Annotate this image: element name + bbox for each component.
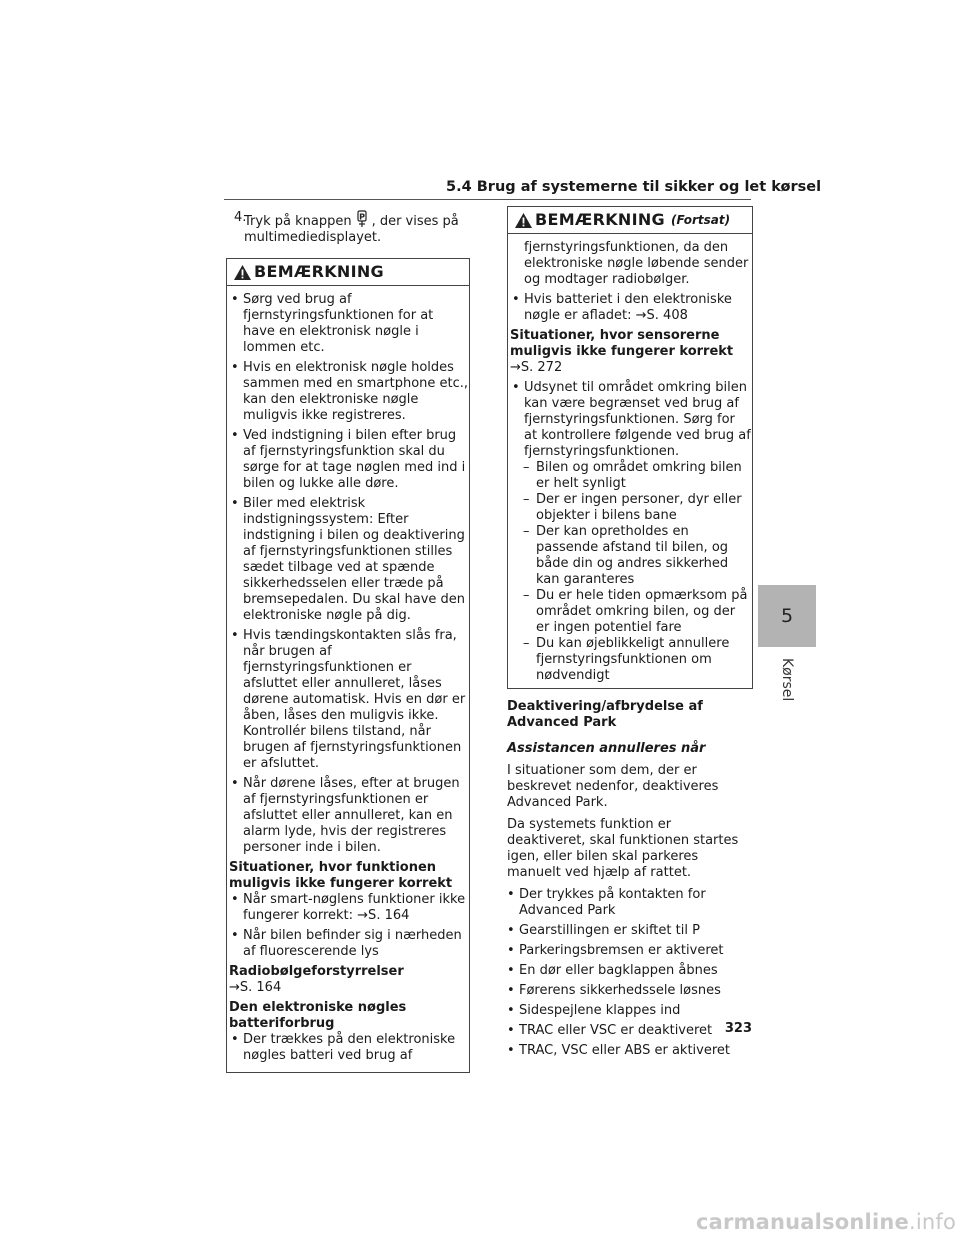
list-item: • Gearstillingen er skiftet til P: [507, 923, 753, 939]
section-header: 5.4 Brug af systemerne til sikker og let kørsel: [446, 179, 822, 195]
notice-continued-label: (Fortsat): [671, 213, 731, 227]
list-item: • Ved indstigning i bilen efter brug af fjernstyringsfunktion skal du sørge for at tage nøglen med ind i bilen og lukke alle døre.: [229, 428, 469, 492]
list-item: • TRAC eller VSC er deaktiveret: [507, 1023, 753, 1039]
subheading: Den elektroniske nøgles batteriforbrug: [229, 1000, 407, 1031]
left-column: [226, 206, 470, 1073]
notice-header: [508, 207, 752, 234]
list-item: • Udsynet til området omkring bilen kan være begrænset ved brug af fjernstyringsfunktionen. Sørg for at kontrollere følgende ved brug af fjernstyringsfunktionen.: [510, 380, 752, 460]
warning-icon: [514, 212, 533, 229]
step-4: [226, 210, 470, 246]
list-item: • Når smart-nøglens funktioner ikke fungerer korrekt: →S. 164: [229, 892, 469, 924]
header-rule: [224, 199, 751, 200]
chapter-label: Kørsel: [779, 658, 795, 702]
list-item: • TRAC, VSC eller ABS er aktiveret: [507, 1043, 753, 1059]
dash-item: – Der er ingen personer, dyr eller objekter i bilens bane: [523, 492, 742, 523]
warning-icon: [233, 264, 252, 281]
paragraph: I situationer som dem, der er beskrevet nedenfor, deaktiveres Advanced Park.: [507, 763, 719, 810]
dash-item: – Bilen og området omkring bilen er helt synligt: [523, 460, 742, 491]
list-item: • Der trækkes på den elektroniske nøgles batteri ved brug af: [229, 1032, 469, 1064]
right-column: [507, 206, 753, 1063]
list-item: • Når bilen befinder sig i nærheden af fluorescerende lys: [229, 928, 469, 960]
page-reference: →S. 272: [510, 360, 563, 375]
list-item: • En dør eller bagklappen åbnes: [507, 963, 753, 979]
notice-title: BEMÆRKNING: [535, 210, 665, 229]
list-item: • Sidespejlene klappes ind: [507, 1003, 753, 1019]
dash-item: – Du er hele tiden opmærksom på området omkring bilen, og der er ingen potentiel fare: [523, 588, 748, 635]
list-item: • Når dørene låses, efter at brugen af fjernstyringsfunktionen er afsluttet eller annulleret, kan en alarm lyde, hvis der registreres personer inde i bilen.: [229, 776, 469, 856]
notice-body: [508, 234, 752, 688]
step-text-post: , der vises på multimediedisplayet.: [244, 214, 459, 245]
subheading: Situationer, hvor funktionen muligvis ikke fungerer korrekt: [229, 860, 453, 891]
notice-box-continued: [507, 206, 753, 689]
watermark: carmanualsonline.info: [695, 1210, 956, 1234]
list-item: • Biler med elektrisk indstigningssystem: Efter indstigning i bilen og deaktivering af fjernstyringsfunktionen stilles sædet tilbage ved at spænde sikkerhedsselen eller træde på bremsepedalen. Du skal have den elektroniske nøgle på dig.: [229, 496, 469, 624]
notice-title: BEMÆRKNING: [254, 262, 384, 281]
subheading: Radiobølgeforstyrrelser: [229, 964, 404, 979]
step-number: 4.: [234, 210, 247, 225]
notice-body: [227, 286, 469, 1072]
dash-item: – Du kan øjeblikkeligt annullere fjernstyringsfunktionen om nødvendigt: [523, 636, 730, 683]
chapter-number: 5: [780, 605, 794, 627]
section-subtitle: Assistancen annulleres når: [507, 741, 706, 756]
continued-text: fjernstyringsfunktionen, da den elektroniske nøgle løbende sender og modtager radiobølger.: [524, 240, 749, 287]
svg-text:P: P: [358, 212, 365, 222]
list-item: • Hvis tændingskontakten slås fra, når brugen af fjernstyringsfunktionen er afsluttet eller annulleret, låses dørene automatisk. Hvis en dør er åben, låses den muligvis ikke. Kontrollér bilens tilstand, når brugen af fjernstyringsfunktionen er afsluttet.: [229, 628, 469, 772]
paragraph: Da systemets funktion er deaktiveret, skal funktionen startes igen, eller bilen skal parkeres manuelt ved hjælp af rattet.: [507, 817, 739, 880]
list-item: • Hvis en elektronisk nøgle holdes sammen med en smartphone etc., kan den elektroniske nøgle muligvis ikke registreres.: [229, 360, 469, 424]
list-item: • Der trykkes på kontakten for Advanced Park: [507, 887, 753, 919]
dash-item: – Der kan opretholdes en passende afstand til bilen, og både din og andres sikkerhed kan garanteres: [523, 524, 729, 587]
list-item: • Førerens sikkerhedssele løsnes: [507, 983, 753, 999]
chapter-tab: [758, 585, 816, 647]
page-reference: →S. 164: [229, 980, 282, 995]
page-number: 323: [724, 1021, 752, 1036]
notice-box: [226, 258, 470, 1073]
subheading: Situationer, hvor sensorerne muligvis ikke fungerer korrekt: [510, 328, 734, 359]
list-item: • Hvis batteriet i den elektroniske nøgle er afladet: →S. 408: [510, 292, 752, 324]
notice-header: [227, 259, 469, 286]
section-title: Deaktivering/afbrydelse af Advanced Park: [507, 699, 703, 730]
step-text-pre: Tryk på knappen: [244, 214, 352, 229]
parking-button-icon: [355, 210, 369, 228]
list-item: • Sørg ved brug af fjernstyringsfunktionen for at have en elektronisk nøgle i lommen etc.: [229, 292, 469, 356]
list-item: • Parkeringsbremsen er aktiveret: [507, 943, 753, 959]
